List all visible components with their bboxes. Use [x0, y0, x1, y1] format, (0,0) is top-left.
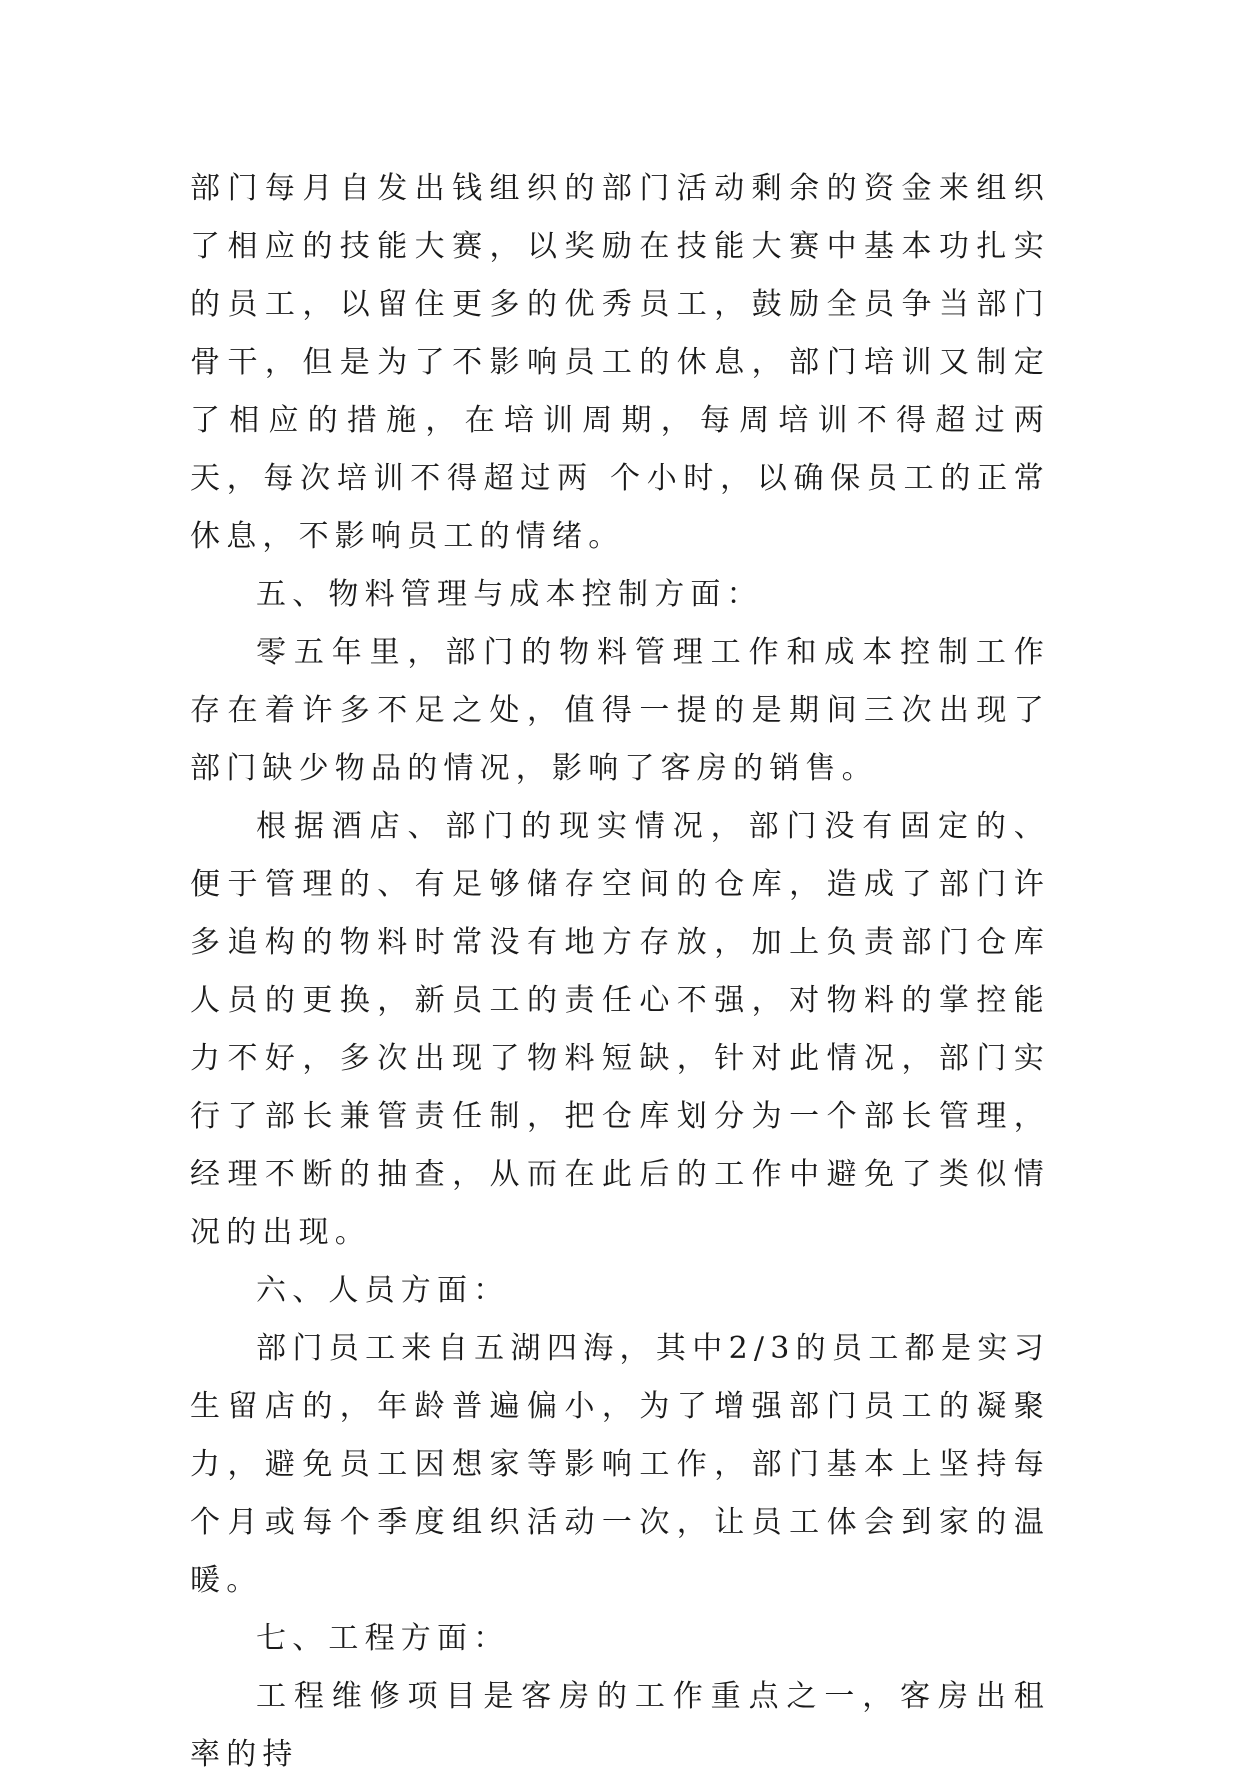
- heading-material-cost-control: 五、物料管理与成本控制方面：: [256, 577, 763, 612]
- document-body: [190, 160, 1050, 1784]
- paragraph-material-shortage: 零五年里，部门的物料管理工作和成本控制工作存在着许多不足之处，值得一提的是期间三次出现了部门缺少物品的情况，影响了客房的销售。: [190, 635, 1050, 786]
- heading-personnel: 六、人员方面：: [256, 1273, 510, 1308]
- paragraph-engineering: 工程维修项目是客房的工作重点之一，客房出租率的持: [190, 1679, 1050, 1772]
- heading-engineering: 七、工程方面：: [256, 1621, 510, 1656]
- paragraph-personnel: 部门员工来自五湖四海，其中2/3的员工都是实习生留店的，年龄普遍偏小，为了增强部门员工的凝聚力，避免员工因想家等影响工作，部门基本上坚持每个月或每个季度组织活动一次，让员工体会到家的温暖。: [190, 1331, 1050, 1598]
- paragraph-warehouse-measures: 根据酒店、部门的现实情况，部门没有固定的、便于管理的、有足够储存空间的仓库，造成了部门许多追构的物料时常没有地方存放，加上负责部门仓库人员的更换，新员工的责任心不强，对物料的掌控能力不好，多次出现了物料短缺，针对此情况，部门实行了部长兼管责任制，把仓库划分为一个部长管理，经理不断的抽查，从而在此后的工作中避免了类似情况的出现。: [190, 809, 1050, 1250]
- paragraph-training-continued: 部门每月自发出钱组织的部门活动剩余的资金来组织了相应的技能大赛，以奖励在技能大赛中基本功扎实的员工，以留住更多的优秀员工，鼓励全员争当部门骨干，但是为了不影响员工的休息，部门培训又制定了相应的措施，在培训周期，每周培训不得超过两天，每次培训不得超过两 个小时，以确保员工的正常休息，不影响员工的情绪。: [190, 171, 1050, 554]
